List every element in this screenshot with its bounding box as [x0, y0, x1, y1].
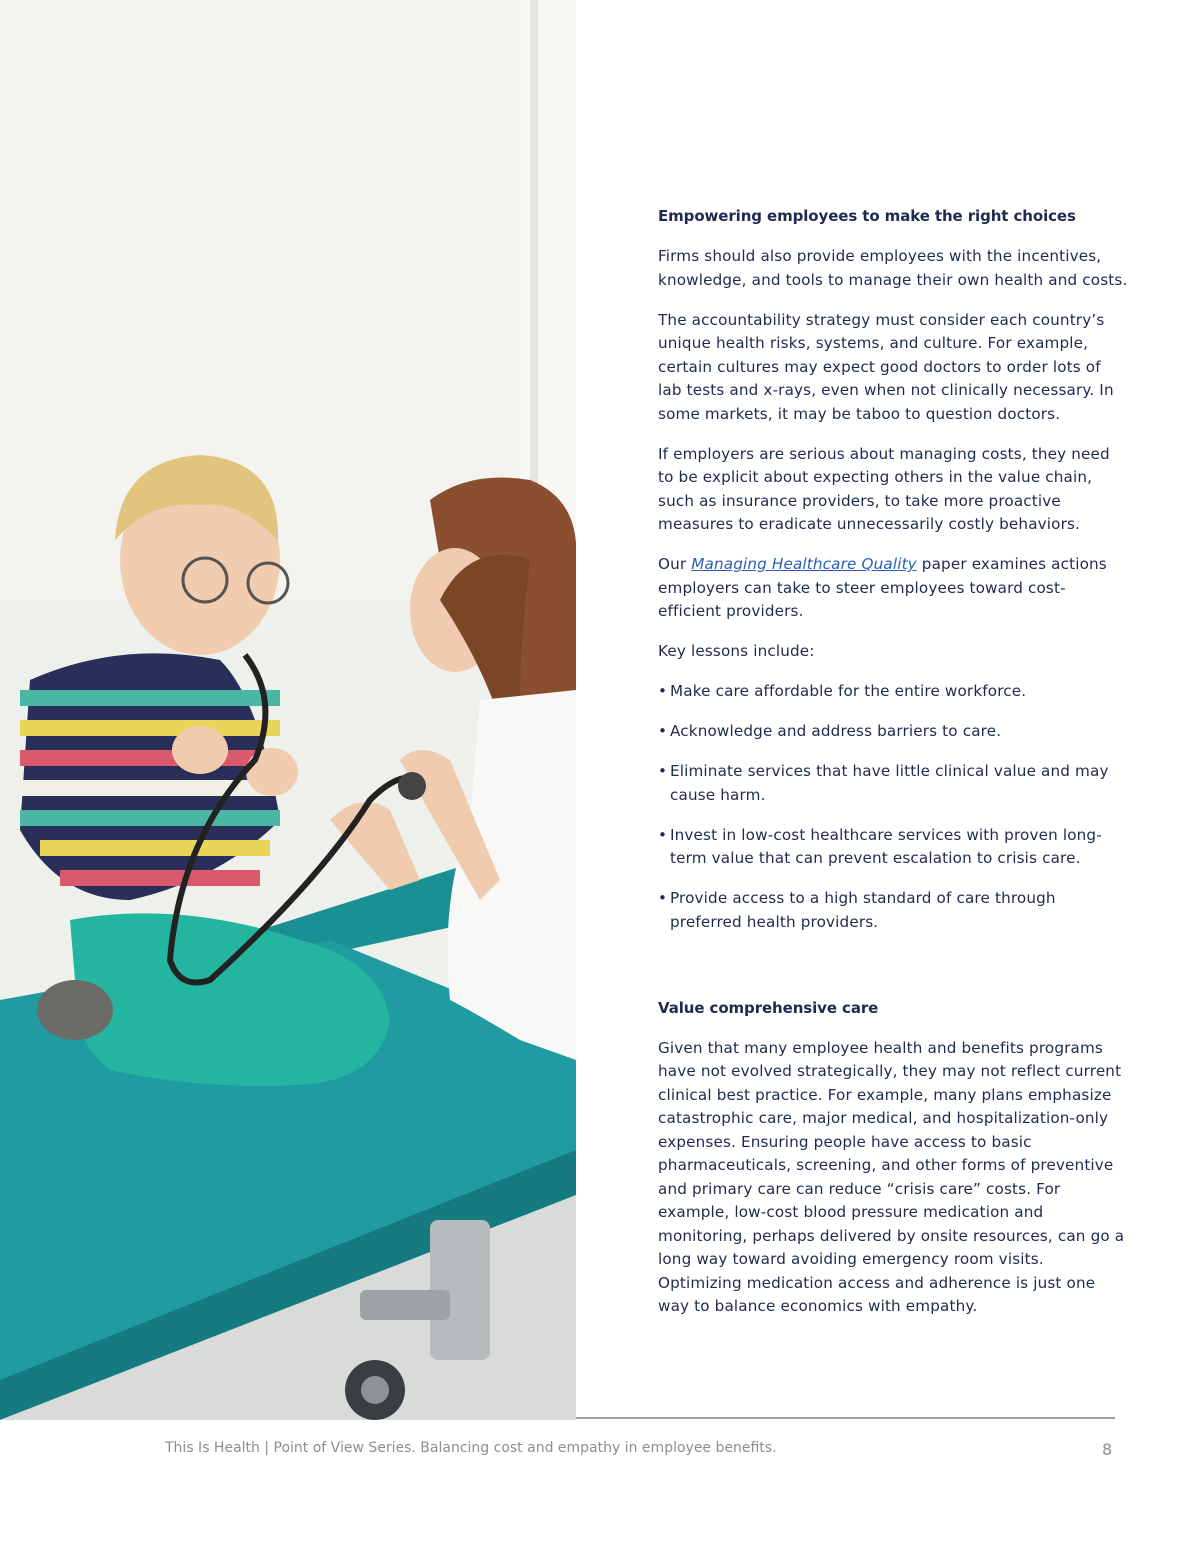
- list-item: • Acknowledge and address barriers to care.: [658, 720, 1128, 744]
- page-number: 8: [1102, 1440, 1113, 1459]
- paragraph: The accountability strategy must consider each country’s unique health risks, systems, and culture. For example, certain cultures may expect good doctors to order lots of lab tests and x-rays, even when not clinically necessary. In some markets, it may be taboo to question doctors.: [658, 310, 1114, 423]
- paragraph-with-link: [658, 553, 1128, 624]
- section-heading-value-care: Value comprehensive care: [658, 998, 879, 1017]
- footer-divider: [576, 1417, 1115, 1419]
- managing-healthcare-quality-link[interactable]: Managing Healthcare Quality: [691, 555, 917, 573]
- hero-photo: [0, 0, 576, 1420]
- list-item: • Invest in low-cost healthcare services with proven long-term value that can prevent escalation to crisis care.: [658, 824, 1128, 871]
- list-item: • Eliminate services that have little clinical value and may cause harm.: [658, 760, 1128, 807]
- lessons-intro: Key lessons include:: [658, 642, 815, 660]
- footer-text: This Is Health | Point of View Series. Balancing cost and empathy in employee benefits.: [165, 1440, 777, 1456]
- paragraph: If employers are serious about managing costs, they need to be explicit about expecting others in the value chain, such as insurance providers, to take more proactive measures to eradicate unnecessarily costly behaviors.: [658, 444, 1110, 533]
- text-fragment: paper examines actions employers can take to steer employees toward cost-efficient providers.: [658, 555, 1107, 620]
- list-item: • Make care affordable for the entire workforce.: [658, 680, 1128, 704]
- list-item: • Provide access to a high standard of care through preferred health providers.: [658, 887, 1128, 934]
- text-fragment: Our: [658, 555, 692, 573]
- key-lessons-list: [658, 680, 1128, 934]
- doctor-child-illustration: [0, 0, 576, 1420]
- section-heading-empowering: Empowering employees to make the right choices: [658, 207, 1076, 225]
- main-content: [658, 207, 1128, 1335]
- paragraph: Given that many employee health and benefits programs have not evolved strategically, they may not reflect current clinical best practice. For example, many plans emphasize catastrophic care, major medical, and hospitalization-only expenses. Ensuring people have access to basic pharmaceuticals, screening, and other forms of preventive and primary care can reduce “crisis care” costs. For example, low-cost blood pressure medication and monitoring, perhaps delivered by onsite resources, can go a long way toward avoiding emergency room visits. Optimizing medication access and adherence is just one way to balance economics with empathy.: [658, 1038, 1125, 1315]
- paragraph: Firms should also provide employees with the incentives, knowledge, and tools to manage their own health and costs.: [658, 247, 1128, 289]
